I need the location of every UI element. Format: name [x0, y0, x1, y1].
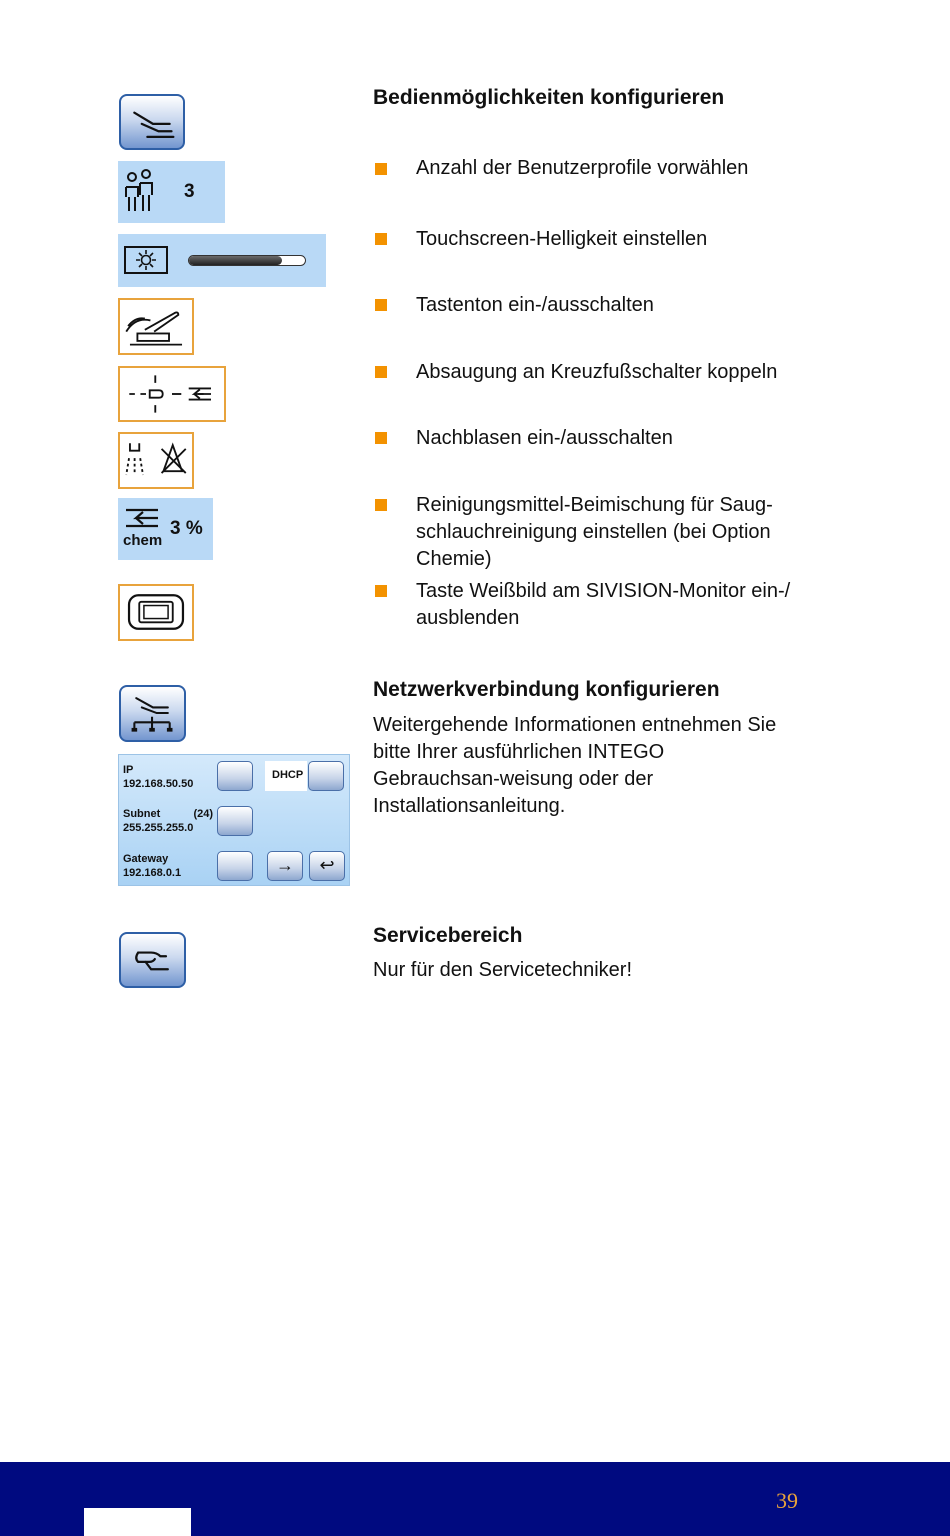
bullet-white-image: Taste Weißbild am SIVISION-Monitor ein-/ ausblenden	[416, 580, 791, 629]
subnet-edit-button[interactable]	[217, 806, 253, 836]
next-button[interactable]: →	[267, 851, 303, 881]
chemistry-tile[interactable]	[118, 498, 213, 560]
bullet-marker	[375, 233, 387, 245]
suction-coupling-tile[interactable]	[118, 366, 226, 422]
profiles-count: 3	[184, 181, 195, 202]
bullet-brightness: Touchscreen-Helligkeit einstellen	[416, 228, 708, 250]
gateway-edit-button[interactable]	[217, 851, 253, 881]
dhcp-toggle-button[interactable]	[308, 761, 344, 791]
key-tone-tile[interactable]	[118, 298, 194, 355]
key-tone-icon	[120, 300, 192, 353]
service-text: Nur für den Servicetechniker!	[373, 959, 633, 981]
network-heading: Netzwerkverbindung konfigurieren	[373, 678, 720, 701]
dhcp-label: DHCP	[272, 769, 304, 781]
hand-settings-icon[interactable]	[119, 94, 185, 150]
network-text: Weitergehende Informationen entnehmen Sie bitte Ihrer ausführlichen INTEGO Gebrauchsan-weisung oder der Installationsanleitung.	[373, 714, 777, 817]
footer-white-block	[84, 1508, 191, 1536]
footer-bar	[0, 1462, 950, 1536]
user-profiles-tile[interactable]	[118, 161, 225, 223]
gateway-value: 192.168.0.1	[123, 867, 182, 879]
subnet-value: 255.255.255.0	[123, 822, 194, 834]
bullet-chemistry: Reinigungsmittel-Beimischung für Saug-schlauchreinigung einstellen (bei Option Chemie)	[416, 494, 773, 570]
brightness-fill	[189, 256, 282, 265]
bullet-suction: Absaugung an Kreuzfußschalter koppeln	[416, 361, 778, 383]
bullet-purge: Nachblasen ein-/ausschalten	[416, 427, 673, 449]
foot-switch-icon	[120, 368, 224, 420]
users-icon	[122, 169, 156, 215]
chem-percent: 3 %	[170, 518, 203, 539]
gateway-label: Gateway	[123, 853, 169, 865]
chem-label: chem	[123, 532, 163, 549]
purge-icon	[120, 434, 192, 487]
ip-value: 192.168.50.50	[123, 778, 194, 790]
bullet-marker	[375, 499, 387, 511]
sun-icon	[124, 246, 168, 274]
bullet-marker	[375, 163, 387, 175]
bullet-marker	[375, 366, 387, 378]
bullet-marker	[375, 299, 387, 311]
hose-cleaning-icon	[122, 506, 162, 530]
subnet-prefix: (24)	[193, 808, 213, 820]
white-image-tile[interactable]	[118, 584, 194, 641]
bullet-marker	[375, 585, 387, 597]
bullet-profiles: Anzahl der Benutzerprofile vorwählen	[416, 157, 749, 179]
subnet-label: Subnet	[123, 808, 161, 820]
monitor-icon	[120, 586, 192, 639]
ip-edit-button[interactable]	[217, 761, 253, 791]
brightness-slider[interactable]	[188, 255, 306, 266]
purge-tile[interactable]	[118, 432, 194, 489]
operation-heading: Bedienmöglichkeiten konfigurieren	[373, 86, 725, 109]
service-heading: Servicebereich	[373, 924, 523, 947]
network-settings-icon[interactable]	[119, 685, 186, 742]
bullet-marker	[375, 432, 387, 444]
page-number: 39	[776, 1488, 798, 1513]
network-panel	[118, 754, 350, 886]
ip-label: IP	[123, 764, 134, 776]
dhcp-box	[265, 761, 307, 791]
back-button[interactable]: ↩	[309, 851, 345, 881]
wrench-icon[interactable]	[119, 932, 186, 988]
brightness-tile[interactable]	[118, 234, 326, 287]
bullet-key-tone: Tastenton ein-/ausschalten	[416, 294, 654, 316]
